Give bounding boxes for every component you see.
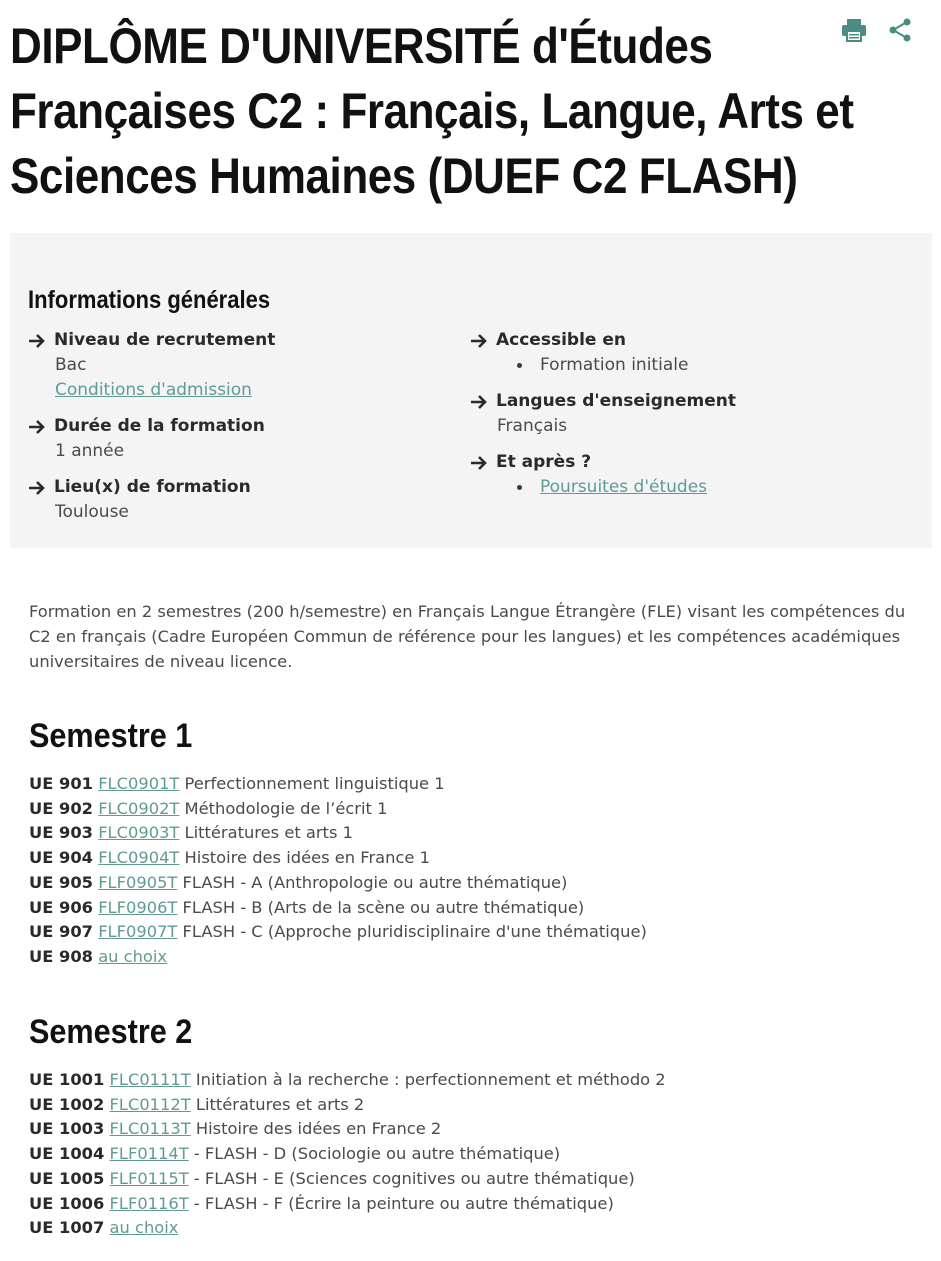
- info-accessible-list: [470, 353, 736, 378]
- info-apres-label: Et après ?: [496, 452, 592, 472]
- ue-course-link[interactable]: FLF0907T: [98, 922, 178, 942]
- info-lieu-label: Lieu(x) de formation: [54, 477, 251, 497]
- ue-title: Perfectionnement linguistique 1: [179, 774, 445, 793]
- ue-course-link[interactable]: FLC0111T: [109, 1070, 191, 1089]
- info-apres: [470, 450, 736, 500]
- info-column-right: [470, 328, 736, 511]
- ue-code: UE 1004: [29, 1144, 105, 1164]
- semester-1-section: [29, 716, 929, 970]
- info-lieu: [28, 475, 275, 525]
- page-title: DIPLÔME D'UNIVERSITÉ d'Études Françaises C2 : Français, Langue, Arts et Sciences Humaines (DUEF C2 FLASH): [10, 18, 854, 204]
- ue-code: UE 903: [29, 823, 93, 843]
- ue-code: UE 902: [29, 798, 93, 818]
- ue-code: UE 1005: [29, 1168, 105, 1188]
- ue-course-link[interactable]: FLC0113T: [109, 1119, 191, 1139]
- ue-code: UE 906: [29, 897, 93, 917]
- ue-course-link[interactable]: FLF0906T: [98, 897, 178, 917]
- info-niveau: [28, 328, 275, 403]
- ue-title: Littératures et arts 2: [190, 1094, 365, 1114]
- ue-row: [29, 1068, 929, 1093]
- ue-title: Initiation à la recherche : perfectionnement et méthodo 2: [190, 1070, 666, 1089]
- ue-code: UE 1007: [29, 1218, 105, 1238]
- formation-description: Formation en 2 semestres (200 h/semestre) en Français Langue Étrangère (FLE) visant les compétences du C2 en français (Cadre Européen Commun de référence pour les langues) et les compétences académiques universitaires de niveau licence.: [29, 602, 906, 671]
- arrow-right-icon: [28, 333, 46, 349]
- ue-course-link[interactable]: FLC0904T: [98, 848, 180, 868]
- list-item: [515, 475, 736, 500]
- ue-row: [29, 1142, 929, 1167]
- ue-course-link[interactable]: FLC0901T: [98, 774, 180, 793]
- list-item: Formation initiale: [515, 353, 736, 378]
- info-apres-list: [470, 475, 736, 500]
- ue-title: Histoire des idées en France 2: [190, 1119, 442, 1139]
- ue-title: FLASH - C (Approche pluridisciplinaire d'une thématique): [177, 922, 647, 942]
- conditions-admission-link[interactable]: Conditions d'admission: [55, 380, 252, 400]
- semester-1-title: Semestre 1: [29, 717, 193, 755]
- info-lieu-value: Toulouse: [55, 502, 129, 522]
- ue-course-link[interactable]: FLF0114T: [109, 1144, 189, 1164]
- info-accessible: [470, 328, 736, 378]
- ue-row: [29, 896, 929, 921]
- arrow-right-icon: [28, 419, 46, 435]
- ue-course-link[interactable]: FLC0903T: [98, 823, 180, 843]
- ue-code: UE 1006: [29, 1193, 105, 1213]
- general-info-heading: Informations générales: [28, 286, 271, 314]
- share-icon[interactable]: [886, 16, 914, 44]
- ue-code: UE 905: [29, 872, 93, 892]
- ue-row: [29, 1117, 929, 1142]
- ue-row: [29, 821, 929, 846]
- ue-title: Littératures et arts 1: [179, 823, 353, 843]
- ue-code: UE 1002: [29, 1094, 105, 1114]
- general-info-panel: [10, 233, 932, 548]
- ue-course-link[interactable]: FLF0905T: [98, 872, 178, 892]
- header-actions: [840, 16, 914, 44]
- semester-2-section: [29, 1012, 929, 1241]
- ue-row: [29, 1216, 929, 1241]
- info-duree-label: Durée de la formation: [54, 416, 265, 436]
- poursuites-etudes-link[interactable]: Poursuites d'études: [540, 477, 708, 497]
- semester-2-ue-list: [29, 1068, 929, 1241]
- ue-row: [29, 871, 929, 896]
- ue-row: [29, 920, 929, 945]
- ue-course-link[interactable]: FLC0112T: [109, 1094, 191, 1114]
- arrow-right-icon: [470, 333, 488, 349]
- info-duree-value: 1 année: [55, 441, 125, 461]
- ue-code: UE 904: [29, 848, 93, 868]
- ue-course-link[interactable]: FLF0115T: [109, 1168, 189, 1188]
- semester-2-title: Semestre 2: [29, 1013, 193, 1051]
- semester-1-ue-list: [29, 772, 929, 970]
- info-column-left: [28, 328, 275, 536]
- ue-row: [29, 772, 929, 797]
- info-langues: [470, 389, 736, 439]
- ue-course-link[interactable]: FLF0116T: [109, 1193, 189, 1213]
- ue-title: Histoire des idées en France 1: [179, 848, 430, 868]
- arrow-right-icon: [28, 480, 46, 496]
- ue-row: [29, 1192, 929, 1217]
- ue-code: UE 901: [29, 774, 93, 793]
- print-icon[interactable]: [840, 16, 868, 44]
- info-duree: [28, 414, 275, 464]
- ue-code: UE 907: [29, 922, 93, 942]
- ue-code: UE 908: [29, 946, 93, 966]
- info-niveau-label: Niveau de recrutement: [54, 330, 276, 350]
- info-langues-label: Langues d'enseignement: [496, 391, 737, 411]
- ue-course-link[interactable]: FLC0902T: [98, 798, 180, 818]
- ue-title: - FLASH - E (Sciences cognitives ou autre thématique): [188, 1168, 635, 1188]
- info-niveau-value: Bac: [55, 355, 87, 375]
- ue-title: - FLASH - F (Écrire la peinture ou autre thématique): [188, 1193, 614, 1213]
- ue-title: FLASH - B (Arts de la scène ou autre thématique): [177, 897, 585, 917]
- ue-title: - FLASH - D (Sociologie ou autre thématique): [188, 1144, 561, 1164]
- info-accessible-label: Accessible en: [496, 330, 626, 350]
- ue-row: [29, 797, 929, 822]
- ue-row: [29, 1167, 929, 1192]
- arrow-right-icon: [470, 394, 488, 410]
- ue-code: UE 1003: [29, 1119, 105, 1139]
- ue-course-link[interactable]: au choix: [98, 946, 168, 966]
- arrow-right-icon: [470, 455, 488, 471]
- ue-title: Méthodologie de l’écrit 1: [179, 798, 388, 818]
- ue-course-link[interactable]: au choix: [109, 1218, 179, 1238]
- info-langues-value: Français: [497, 416, 568, 436]
- ue-title: FLASH - A (Anthropologie ou autre thématique): [177, 872, 568, 892]
- ue-code: UE 1001: [29, 1070, 105, 1089]
- ue-row: [29, 846, 929, 871]
- ue-row: [29, 945, 929, 970]
- ue-row: [29, 1093, 929, 1118]
- page-header: [10, 14, 930, 209]
